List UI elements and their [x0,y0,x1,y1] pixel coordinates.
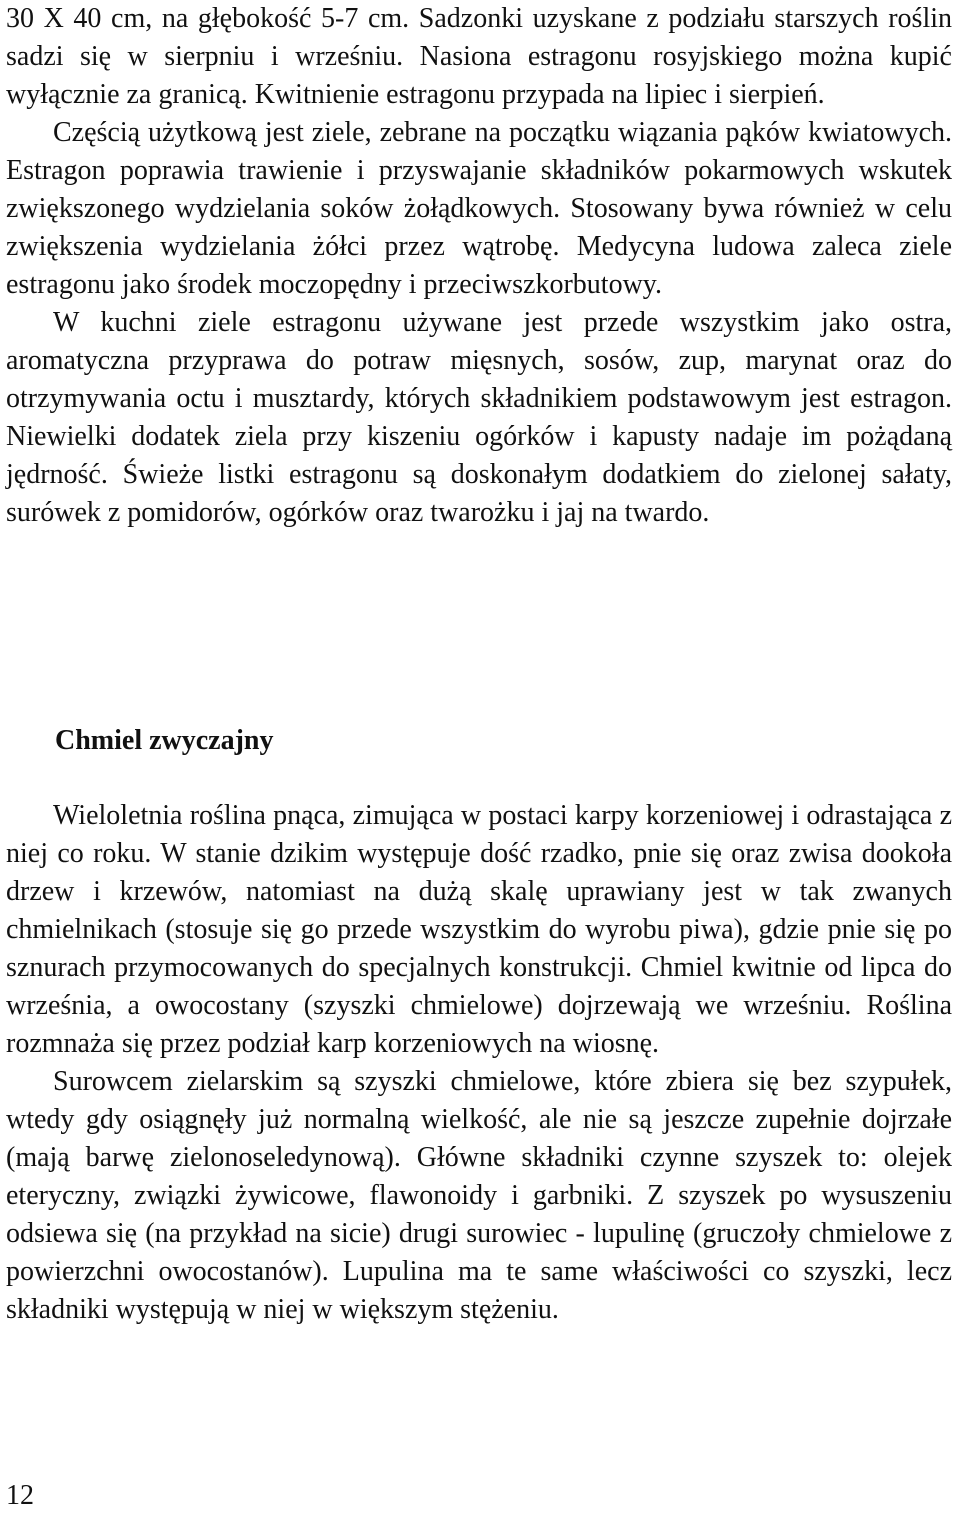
paragraph-description: Wieloletnia roślina pnąca, zimująca w postaci karpy korzeniowej i odrastająca z niej co roku. W stanie dzikim występuje dość rzadko, pnie się oraz zwisa dookoła drzew i krzewów, natomiast na dużą skalę uprawiany jest w tak zwanych chmielnikach (stosuje się go przede wszystkim do wyrobu piwa), gdzie pnie się po sznurach przymocowanych do specjalnych konstrukcji. Chmiel kwitnie od lipca do września, a owocostany (szyszki chmielowe) dojrzewają we wrześniu. Roślina rozmnaża się przez podział karp korzeniowych na wiosnę. [6,800,952,1059]
paragraph-medicinal-use: Częścią użytkową jest ziele, zebrane na początku wiązania pąków kwiatowych. Estragon poprawia trawienie i przyswajanie składników pokarmowych wskutek zwiększonego wydzielania soków żołądkowych. Stosowany bywa również w celu zwiększenia wydzielania żółci przez wątrobę. Medycyna ludowa zaleca ziele estragonu jako środek moczopędny i przeciwszkorbutowy. [6,117,952,300]
paragraph-raw-material: Surowcem zielarskim są szyszki chmielowe, które zbiera się bez szypułek, wtedy gdy osiągnęły już normalną wielkość, ale nie są jeszcze zupełnie dojrzałe (mają barwę zielonoseledynową). Główne składniki czynne szyszek to: olejek eteryczny, związki żywicowe, flawonoidy i garbniki. Z szyszek po wysuszeniu odsiewa się (na przykład na sicie) drugi surowiec - lupulinę (gruczoły chmielowe z powierzchni owocostanów). Lupulina ma te same właściwości co szyszki, lecz składniki występują w niej w większym stężeniu. [6,1066,952,1325]
chmiel-section [6,797,952,1329]
paragraph-propagation: 30 X 40 cm, na głębokość 5-7 cm. Sadzonki uzyskane z podziału starszych roślin sadzi się w sierpniu i wrześniu. Nasiona estragonu rosyjskiego można kupić wyłącznie za granicą. Kwitnienie estragonu przypada na lipiec i sierpień. [6,3,952,110]
estragon-continuation [6,0,952,532]
section-heading: Chmiel zwyczajny [55,725,274,756]
page-number: 12 [6,1480,34,1511]
paragraph-culinary-use: W kuchni ziele estragonu używane jest przede wszystkim jako ostra, aromatyczna przyprawa do potraw mięsnych, sosów, zup, marynat oraz do otrzymywania octu i musztardy, których składnikiem podstawowym jest estragon. Niewielki dodatek ziela przy kiszeniu ogórków i kapusty nadaje im pożądaną jędrność. Świeże listki estragonu są doskonałym dodatkiem do zielonej sałaty, surówek z pomidorów, ogórków oraz twarożku i jaj na twardo. [6,307,952,528]
